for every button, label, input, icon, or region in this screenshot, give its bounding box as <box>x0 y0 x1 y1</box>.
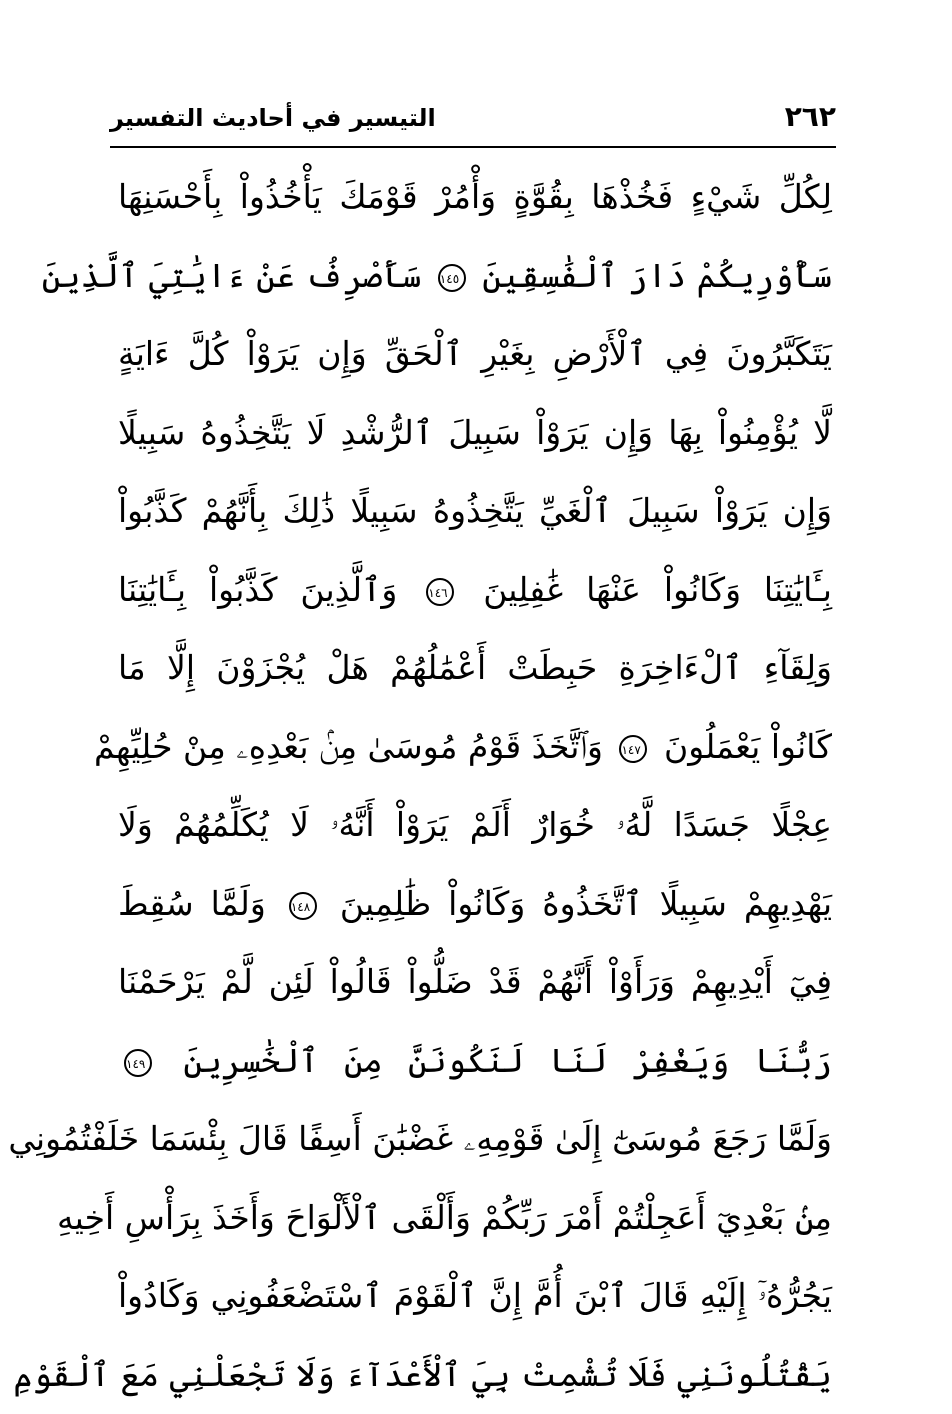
verse-line <box>118 472 832 551</box>
ayah-number-marker: ١٤٥ <box>438 264 466 292</box>
verse-text: يَهْدِيهِمْ سَبِيلًا ٱتَّخَذُوهُ وَكَانُواْ ظَٰلِمِينَ <box>340 884 832 923</box>
verse-line <box>118 708 832 787</box>
verse-text: وَلَمَّا سُقِطَ <box>118 884 266 923</box>
verse-text: سَأَصْرِفُ عَنْ ءَايَٰتِيَ ٱلَّذِينَ <box>42 256 422 295</box>
verse-line <box>118 1336 832 1414</box>
verse-line <box>118 551 832 630</box>
verse-line <box>118 1257 832 1336</box>
verse-line <box>118 629 832 708</box>
header-divider <box>110 146 836 148</box>
verse-text: يَتَكَبَّرُونَ فِي ٱلْأَرْضِ بِغَيْرِ ٱلْحَقِّ وَإِن يَرَوْاْ كُلَّ ءَايَةٍ <box>118 334 832 373</box>
book-title: التيسير في أحاديث التفسير <box>110 104 436 132</box>
verse-text: رَبُّنَا وَيَغْفِرْ لَنَا لَنَكُونَنَّ مِنَ ٱلْخَٰسِرِينَ <box>183 1041 832 1080</box>
verse-text: بِـَٔايَٰتِنَا وَكَانُواْ عَنْهَا غَٰفِلِينَ <box>483 570 832 609</box>
verse-text: عِجْلًا جَسَدًا لَّهُۥ خُوَارٌ أَلَمْ يَرَوْاْ أَنَّهُۥ لَا يُكَلِّمُهُمْ وَلَا <box>118 805 832 844</box>
verse-line <box>118 1179 832 1258</box>
quran-text-body <box>118 158 832 1414</box>
verse-text: وَلِقَآءِ ٱلْءَاخِرَةِ حَبِطَتْ أَعْمَٰلُهُمْ هَلْ يُجْزَوْنَ إِلَّا مَا <box>118 648 832 687</box>
page-header <box>110 96 836 146</box>
verse-text: وَلَمَّا رَجَعَ مُوسَىٰٓ إِلَىٰ قَوْمِهِۦ غَضْبَٰنَ أَسِفًا قَالَ بِئْسَمَا خَلَفْتُمُونِي <box>8 1119 832 1158</box>
verse-line <box>118 943 832 1022</box>
page-number: ٢٦٢ <box>785 100 836 133</box>
verse-line <box>118 1100 832 1179</box>
verse-text: فِيٓ أَيْدِيهِمْ وَرَأَوْاْ أَنَّهُمْ قَدْ ضَلُّواْ قَالُواْ لَئِن لَّمْ يَرْحَمْنَا <box>118 962 832 1001</box>
verse-line <box>118 394 832 473</box>
ayah-number-marker: ١٤٦ <box>426 578 454 606</box>
verse-text: لَّا يُؤْمِنُواْ بِهَا وَإِن يَرَوْاْ سَبِيلَ ٱلرُّشْدِ لَا يَتَّخِذُوهُ سَبِيلًا <box>118 413 832 452</box>
verse-text: مِنۢ بَعْدِيٓ أَعَجِلْتُمْ أَمْرَ رَبِّكُمْ وَأَلْقَى ٱلْأَلْوَاحَ وَأَخَذَ بِرَأْسِ أَخِيهِ <box>57 1198 832 1237</box>
verse-text: وَٱلَّذِينَ كَذَّبُواْ بِـَٔايَٰتِنَا <box>118 570 397 609</box>
verse-text: يَجُرُّهُۥٓ إِلَيْهِ قَالَ ٱبْنَ أُمَّ إِنَّ ٱلْقَوْمَ ٱسْتَضْعَفُونِي وَكَادُواْ <box>118 1276 832 1315</box>
verse-text: وَٱتَّخَذَ قَوْمُ مُوسَىٰ مِنۢ بَعْدِهِۦ مِنْ حُلِيِّهِمْ <box>94 727 603 766</box>
verse-text: وَإِن يَرَوْاْ سَبِيلَ ٱلْغَيِّ يَتَّخِذُوهُ سَبِيلًا ذَٰلِكَ بِأَنَّهُمْ كَذَّبُواْ <box>118 491 832 530</box>
verse-text: كَانُواْ يَعْمَلُونَ <box>664 727 832 766</box>
ayah-number-marker: ١٤٩ <box>124 1049 152 1077</box>
verse-line <box>118 865 832 944</box>
verse-line <box>118 237 832 316</box>
verse-text: لِكُلِّ شَيْءٍ فَخُذْهَا بِقُوَّةٍ وَأْمُرْ قَوْمَكَ يَأْخُذُواْ بِأَحْسَنِهَا <box>118 177 832 216</box>
verse-line <box>118 158 832 237</box>
verse-line <box>118 786 832 865</box>
verse-text: سَأُوْرِيكُمْ دَارَ ٱلْفَٰسِقِينَ <box>482 256 832 295</box>
ayah-number-marker: ١٤٧ <box>619 735 647 763</box>
verse-line <box>118 1022 832 1101</box>
verse-text: يَقْتُلُونَنِي فَلَا تُشْمِتْ بِيَ ٱلْأَعْدَآءَ وَلَا تَجْعَلْنِي مَعَ ٱلْقَوْمِ <box>13 1355 832 1394</box>
verse-line <box>118 315 832 394</box>
ayah-number-marker: ١٤٨ <box>289 892 317 920</box>
